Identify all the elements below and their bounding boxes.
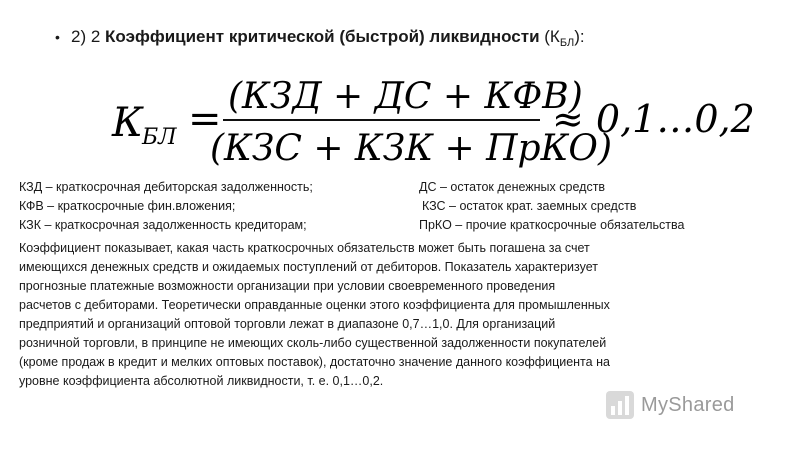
- description-line: уровне коэффициента абсолютной ликвидности, т. е. 0,1…0,2.: [19, 374, 384, 388]
- formula-approx: ≈ 0,1…0,2: [552, 97, 755, 141]
- definition-row: [19, 180, 789, 199]
- description-line: имеющихся денежных средств и ожидаемых поступлений от дебиторов. Показатель характеризует: [19, 260, 598, 274]
- slide-heading: [55, 26, 585, 50]
- heading-subscript: БЛ: [559, 37, 575, 49]
- description-line: розничной торговли, в принципе не имеющих сколь-либо существенной задолженности покупателей: [19, 336, 607, 350]
- bullet-icon: •: [55, 29, 60, 45]
- definitions: [19, 180, 789, 237]
- definition-right: ДС – остаток денежных средств: [419, 180, 606, 194]
- description-line: Коэффициент показывает, какая часть краткосрочных обязательств может быть погашена за счет: [19, 241, 590, 255]
- heading-prefix: 2) 2: [71, 27, 106, 46]
- formula-equals: =: [188, 96, 222, 142]
- formula-denominator: (КЗС + КЗК + ПрКО): [210, 128, 612, 169]
- heading-title: Коэффициент критической (быстрой) ликвидности: [105, 27, 540, 46]
- definition-right: КЗС – остаток крат. заемных средств: [422, 199, 637, 213]
- formula-lhs-subscript: БЛ: [142, 125, 177, 150]
- formula-numerator: (КЗД + ДС + КФВ): [228, 76, 583, 117]
- description-line: предприятий и организаций оптовой торговли лежат в диапазоне 0,7…1,0. Для организаций: [19, 317, 556, 331]
- formula-lhs: К: [112, 100, 143, 146]
- description-line: расчетов с дебиторами. Теоретически оправданные оценки этого коэффициента для промышленных: [19, 298, 610, 312]
- description-paragraph: [19, 239, 759, 391]
- definition-left: КФВ – краткосрочные фин.вложения;: [19, 199, 236, 213]
- formula: [108, 70, 755, 175]
- definition-row: [19, 199, 789, 218]
- description-line: (кроме продаж в кредит и мелких оптовых поставок), достаточно значение данного коэффициента на: [19, 355, 610, 369]
- description-line: прогнозные платежные возможности организации при условии своевременного проведения: [19, 279, 556, 293]
- definition-row: [19, 218, 789, 237]
- logo-text: MyShared: [641, 393, 735, 416]
- definition-left: КЗД – краткосрочная дебиторская задолженность;: [19, 180, 313, 194]
- heading-paren-close: ):: [574, 27, 585, 46]
- myshared-logo-icon: [605, 390, 635, 420]
- definition-left: КЗК – краткосрочная задолженность кредиторам;: [19, 218, 307, 232]
- definition-right: ПрКО – прочие краткосрочные обязательства: [419, 218, 685, 232]
- myshared-logo[interactable]: [605, 390, 735, 420]
- heading-paren-open: (К: [539, 27, 560, 46]
